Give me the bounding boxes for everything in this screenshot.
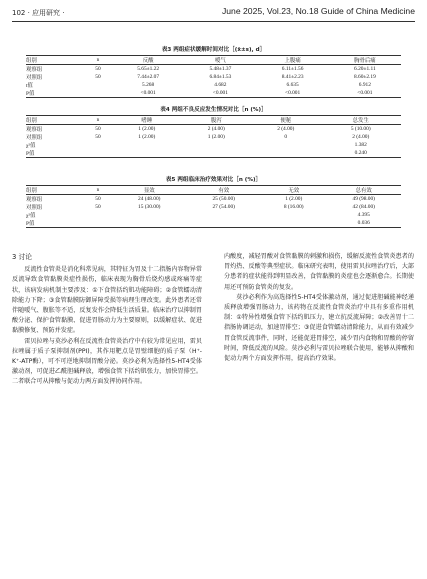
table-cell: 50: [95, 196, 101, 202]
table5-caption: 表5 两组临床治疗效果对比［n (%)］: [165, 177, 262, 183]
body-paragraph: 反流性食管炎是消化科常见病，其特征为胃及十二指肠内容物异常反流导致食管黏膜炎症性损伤，临床表现为胸骨后烧灼感或疼痛等症状，该病发病机制主要涉及：①下食管括约肌功能障碍；②食管蠕动清除能力下降；③食管黏膜防御屏障受损等病理生理改变。此外患者还常伴随嗳气、腹胀等不适，反复发作会降低生活质量。临床治疗以抑制胃酸分泌、保护食管黏膜、促进胃肠动力为主要原则，以缓解症状、促进黏膜修复、预防并发症。: [12, 266, 202, 335]
col-header: 有效: [186, 186, 260, 195]
discussion-heading: 3 讨论: [12, 253, 33, 261]
table-cell: 5.48±1.37: [209, 66, 232, 72]
table-cell: [84, 81, 112, 89]
table-row: [26, 211, 401, 219]
table-cell: 25 (50.00): [212, 196, 235, 202]
col-header: n: [84, 116, 112, 125]
table-cell: 6.20±1.11: [354, 66, 376, 72]
col-header: 组别: [26, 186, 84, 195]
table-cell: 4.682: [214, 82, 227, 88]
col-header: 胸骨后痛: [329, 56, 401, 65]
table-cell: 0.036: [357, 220, 370, 226]
col-header: 便秘: [251, 116, 321, 125]
table-cell: P值: [26, 221, 35, 227]
table-cell: 1 (2.00): [138, 134, 156, 140]
table-cell: 对照组: [26, 205, 43, 211]
table-cell: 6.84±1.53: [209, 74, 232, 80]
left-column: [12, 252, 202, 388]
table-cell: [84, 211, 112, 219]
table-cell: t值: [26, 83, 33, 89]
table-cell: χ²值: [26, 143, 36, 149]
table-cell: 2 (4.00): [277, 126, 295, 132]
table-row: [26, 141, 401, 149]
table-cell: [84, 89, 112, 98]
col-header: 腹泻: [182, 116, 252, 125]
table-cell: 49 (98.00): [352, 196, 375, 202]
table-cell: 5.65±1.22: [137, 66, 160, 72]
table-cell: P值: [26, 91, 35, 97]
table-cell: 2 (4.00): [207, 126, 225, 132]
table-row: [26, 203, 401, 211]
table-cell: 5 (10.00): [350, 126, 371, 132]
col-header: 组别: [26, 116, 84, 125]
table-cell: 7.44±2.07: [137, 74, 160, 80]
col-header: 总有效: [326, 186, 401, 195]
table-cell: 6.635: [286, 82, 299, 88]
col-header: 总发生: [321, 116, 402, 125]
table-cell: [112, 219, 186, 228]
table-cell: 50: [95, 134, 101, 140]
table-row: [26, 195, 401, 204]
table4-caption: 表4 两组不良反应发生情况对比［n (%)］: [160, 107, 267, 113]
table-cell: <0.001: [140, 90, 156, 96]
table-cell: P值: [26, 151, 35, 157]
table-row: [26, 219, 401, 228]
page-number-section: 102 · 应用研究 ·: [12, 9, 65, 17]
table-cell: [112, 211, 186, 219]
table-cell: 对照组: [26, 75, 43, 81]
table-cell: [84, 219, 112, 228]
table-header-row: [26, 186, 401, 195]
table-cell: 50: [95, 74, 101, 80]
table-cell: [182, 141, 252, 149]
table-cell: 42 (84.00): [352, 204, 375, 210]
col-header: 显效: [112, 186, 186, 195]
body-paragraph: 莫沙必利作为高选择性5-HT4受体激动剂，通过促进胆碱能神经递质释放增强胃肠动力，该药物在反流性食管炎治疗中具有多重作用机制：①特异性增强食管下括约肌压力，建立抗反流屏障；②改善胃十二指肠协调运动，加速胃排空；③促进食管蠕动清除能力，从而有效减少胃食管反流事件，同时，还能促进胃排空，减少胃内食物和胃酸的停留时间，降低反流的风险。莫沙必利与雷贝拉唑联合使用，能够从抑酸和促动力两个方面发挥作用，提高治疗效果。: [224, 293, 414, 363]
col-header: n: [84, 186, 112, 195]
table5: [26, 185, 401, 228]
table-cell: 27 (54.00): [212, 204, 235, 210]
table-row: [26, 133, 401, 141]
table-row: [26, 65, 401, 74]
table-cell: 1 (2.00): [207, 134, 225, 140]
table-cell: 8 (16.00): [283, 204, 304, 210]
table-cell: 50: [95, 204, 101, 210]
table-row: [26, 81, 401, 89]
col-header: 嗜睡: [112, 116, 182, 125]
right-column: [224, 252, 414, 364]
body-paragraph: 内酸度，减轻胃酸对食管黏膜的刺激和损伤，缓解反流性食管炎患者的胃灼热、反酸等典型症状。临床研究表明，使用雷贝拉唑治疗后，大部分患者的症状能得到明显改善，食管黏膜的炎症也会逐渐愈合。长期使用还可预防食管炎的复发。: [224, 253, 414, 291]
table-row: [26, 149, 401, 158]
table-cell: 观察组: [26, 197, 43, 203]
col-header: 嗳气: [184, 56, 256, 65]
table4: [26, 115, 401, 158]
table3: [26, 55, 401, 98]
table-cell: [186, 219, 260, 228]
table-cell: [261, 219, 327, 228]
table-cell: 8.41±2.23: [281, 74, 304, 80]
table-cell: 0: [284, 134, 288, 140]
table-header-row: [26, 56, 401, 65]
table-cell: [182, 149, 252, 158]
table-cell: <0.001: [357, 90, 373, 96]
table-cell: 4.395: [357, 212, 370, 218]
table-cell: [84, 141, 112, 149]
table-cell: 1 (2.00): [285, 196, 303, 202]
table-row: [26, 89, 401, 98]
table-header-row: [26, 116, 401, 125]
table-cell: [84, 149, 112, 158]
table-cell: 0.240: [354, 150, 367, 156]
table-cell: 观察组: [26, 67, 43, 73]
body-paragraph: 雷贝拉唑与莫沙必利在反流性食管炎治疗中有较为常见应用，雷贝拉唑属于质子泵抑制剂(PPI)，其作用靶点是胃壁细胞的质子泵（H⁺-K⁺-ATP酶），可不可逆地抑制胃酸分泌。莫沙必利为选择性5-HT4受体激动剂，可促进乙酰胆碱释放，增强食管下括约肌张力，加快胃排空。二者联合可从抑酸与促动力两方面发挥协同作用。: [12, 337, 202, 386]
table-row: [26, 125, 401, 134]
table-cell: <0.001: [285, 90, 301, 96]
table-cell: 1 (2.00): [138, 126, 156, 132]
col-header: 无效: [261, 186, 327, 195]
table-cell: [251, 141, 321, 149]
col-header: 反酸: [112, 56, 184, 65]
table-cell: 5.268: [142, 82, 155, 88]
table-cell: <0.001: [212, 90, 228, 96]
col-header: n: [84, 56, 112, 65]
page-header: [12, 6, 415, 20]
table-cell: [112, 149, 182, 158]
table-cell: 6.11±1.56: [281, 66, 304, 72]
journal-issue: June 2025, Vol.23, No.18 Guide of China Medicine: [221, 6, 415, 16]
table-cell: 24 (48.00): [138, 196, 161, 202]
table-row: [26, 73, 401, 81]
table-cell: 1.382: [354, 142, 367, 148]
table-cell: [186, 211, 260, 219]
table-cell: [261, 211, 327, 219]
col-header: 组别: [26, 56, 84, 65]
table-cell: 50: [95, 66, 101, 72]
table-cell: 观察组: [26, 127, 43, 133]
table-cell: 50: [95, 126, 101, 132]
table-cell: 对照组: [26, 135, 43, 141]
table-cell: 6.912: [358, 82, 371, 88]
table-cell: [112, 141, 182, 149]
table-cell: 15 (30.00): [138, 204, 161, 210]
table-cell: 8.60±2.19: [353, 74, 376, 80]
header-rule: [12, 21, 415, 22]
table-cell: χ²值: [26, 213, 36, 219]
col-header: 上腹痛: [257, 56, 329, 65]
table-cell: [251, 149, 321, 158]
table3-caption: 表3 两组症状缓解时间对比［(x̄±s), d］: [161, 47, 266, 53]
table-cell: 2 (4.00): [352, 134, 370, 140]
